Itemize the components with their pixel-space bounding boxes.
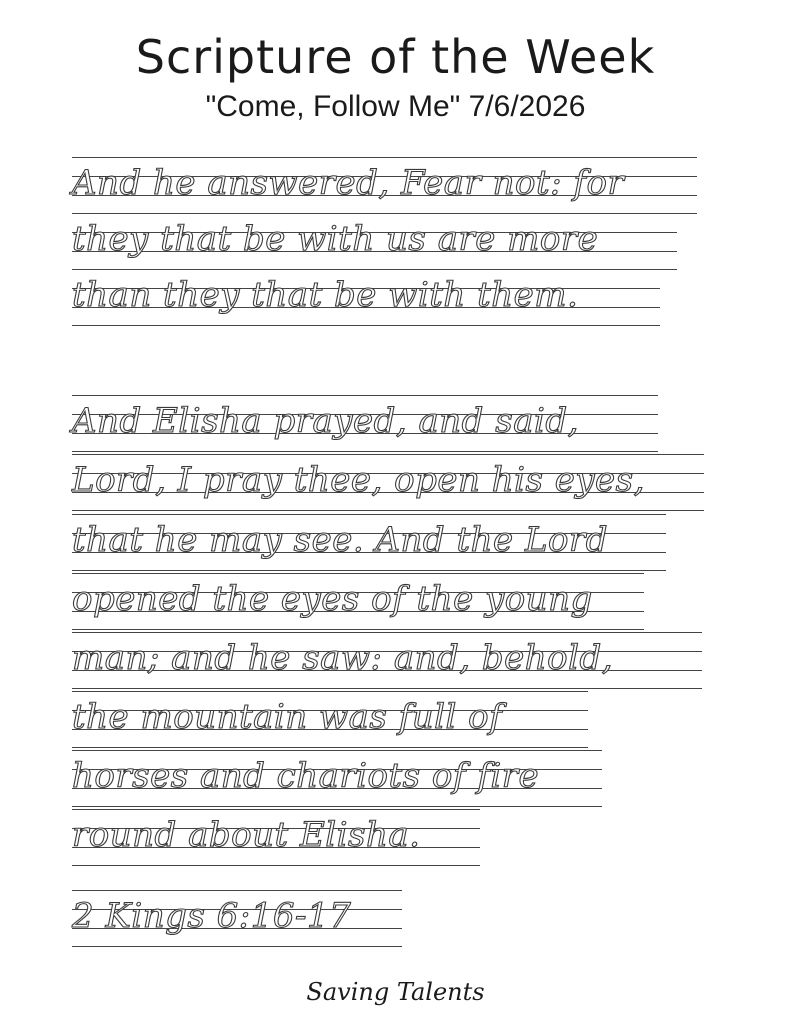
practice-line [72,750,602,812]
trace-text: And he answered, Fear not: for [72,163,625,203]
trace-text: the mountain was full of [72,697,503,737]
trace-text: And Elisha prayed, and said, [72,401,579,441]
practice-line [72,691,588,753]
trace-text: they that be with us are more [72,219,599,259]
practice-line [72,395,658,457]
reference-trace-text: 2 Kings 6:16-17 [72,896,352,936]
page-subtitle: "Come, Follow Me" 7/6/2026 [205,90,586,123]
trace-text: horses and chariots of fire [72,756,540,796]
practice-line [72,213,677,275]
practice-line [72,454,704,516]
practice-line [72,157,697,219]
practice-line-reference [72,890,402,952]
brand-footer: Saving Talents [306,978,485,1006]
practice-line [72,632,702,694]
page-title: Scripture of the Week [135,30,656,84]
trace-text: man; and he saw: and, behold, [72,638,614,678]
practice-line [72,809,480,871]
trace-text: than they that be with them. [72,275,579,315]
practice-line [72,514,666,576]
trace-text: that he may see. And the Lord [72,520,609,560]
practice-line [72,269,660,331]
trace-text: opened the eyes of the young [72,579,593,619]
trace-text: Lord, I pray thee, open his eyes, [72,460,645,500]
trace-text: round about Elisha. [72,815,421,855]
practice-line [72,573,644,635]
